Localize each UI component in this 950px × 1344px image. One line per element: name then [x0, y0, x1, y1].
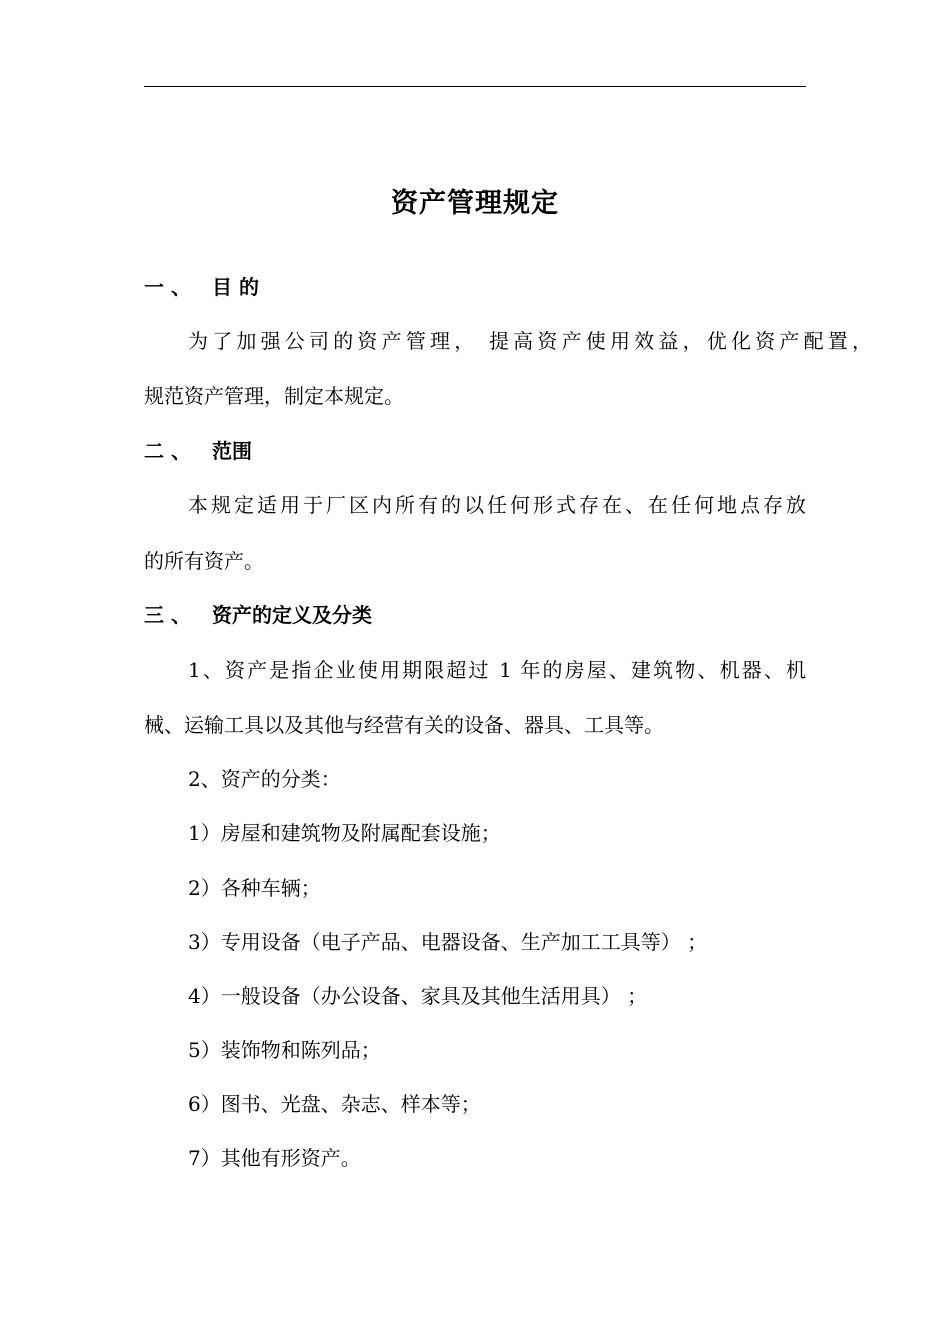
paragraph-line: 械、运输工具以及其他与经营有关的设备、器具、工具等。 — [144, 713, 664, 737]
list-item: 3）专用设备（电子产品、电器设备、生产加工工具等） ； — [188, 930, 708, 954]
paragraph-line: 规范资产管理，制定本规定。 — [144, 384, 404, 408]
list-item: 4）一般设备（办公设备、家具及其他生活用具） ； — [188, 984, 648, 1008]
list-item: 1）房屋和建筑物及附属配套设施； — [188, 821, 501, 845]
section-heading-definition — [144, 600, 372, 630]
section-number: 三 、 — [144, 603, 191, 627]
paragraph-line: 2、资产的分类： — [188, 767, 341, 791]
paragraph-line: 本规定适用于厂区内所有的以任何形式存在、在任何地点存放 — [188, 493, 806, 517]
section-number: 一 、 — [144, 275, 191, 299]
section-number: 二 、 — [144, 439, 191, 463]
list-item: 7）其他有形资产。 — [188, 1146, 361, 1170]
list-item: 6）图书、光盘、杂志、样本等； — [188, 1092, 481, 1116]
header-rule — [144, 86, 806, 87]
section-title: 目 的 — [212, 275, 259, 299]
list-item: 5）装饰物和陈列品； — [188, 1038, 381, 1062]
paragraph-line: 的所有资产。 — [144, 549, 264, 573]
section-title: 资产的定义及分类 — [212, 603, 372, 627]
paragraph-line: 1、资产是指企业使用期限超过 1 年的房屋、建筑物、机器、机 — [188, 658, 806, 682]
section-title: 范围 — [212, 439, 252, 463]
section-heading-purpose — [144, 272, 259, 302]
section-heading-scope — [144, 436, 252, 466]
list-item: 2）各种车辆； — [188, 876, 321, 900]
document-title: 资产管理规定 — [391, 188, 559, 219]
paragraph-line: 为了加强公司的资产管理， 提高资产使用效益，优化资产配置， — [188, 329, 872, 353]
